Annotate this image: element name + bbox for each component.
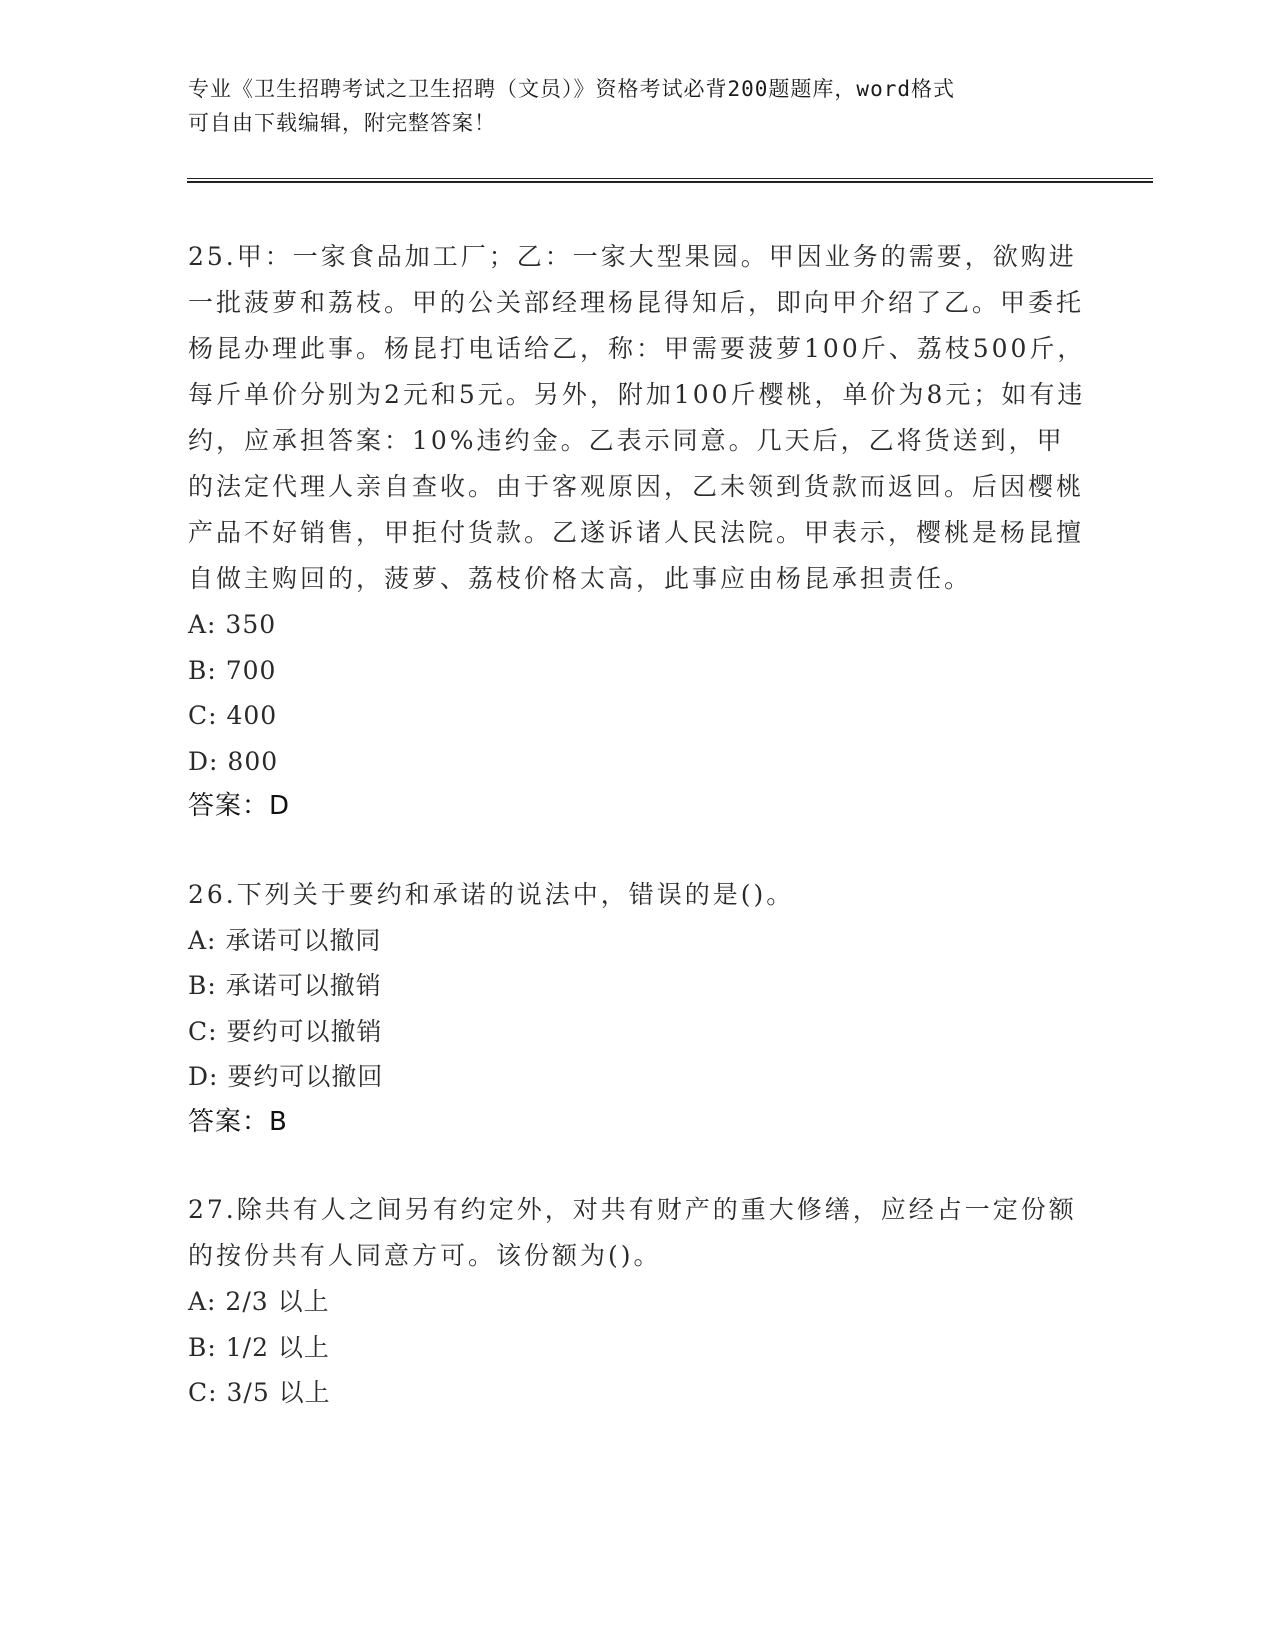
option-b: B: 承诺可以撤销 — [188, 971, 382, 1000]
question-text: 27.除共有人之间另有约定外，对共有财产的重大修缮，应经占一定份额的按份共有人同意方可。该份额为()。 — [188, 1195, 1077, 1270]
answer-label: 答案：B — [188, 1106, 288, 1137]
option-b: B: 700 — [188, 655, 277, 685]
option-d: D: 800 — [188, 746, 279, 776]
question-text: 26.下列关于要约和承诺的说法中，错误的是()。 — [188, 879, 795, 909]
question-text: 25.甲：一家食品加工厂；乙：一家大型果园。甲因业务的需要，欲购进一批菠萝和荔枝。甲的公关部经理杨昆得知后，即向甲介绍了乙。甲委托杨昆办理此事。杨昆打电话给乙，称：甲需要菠萝100斤、荔枝500斤，每斤单价分别为2元和5元。另外，附加100斤樱桃，单价为8元；如有违约，应承担答案：10%违约金。乙表示同意。几天后，乙将货送到，甲的法定代理人亲自查收。由于客观原因，乙未领到货款而返回。后因樱桃产品不好销售，甲拒付货款。乙遂诉诸人民法院。甲表示，樱桃是杨昆擅自做主购回的，菠萝、荔枝价格太高，此事应由杨昆承担责任。 — [188, 242, 1086, 593]
option-a: A: 2/3 以上 — [188, 1287, 330, 1316]
question-25 — [188, 234, 1088, 830]
option-a: A: 承诺可以撤同 — [188, 925, 382, 955]
option-c: C: 400 — [188, 701, 278, 730]
question-26 — [188, 872, 1088, 1146]
question-27 — [188, 1187, 1088, 1416]
option-d: D: 要约可以撤回 — [188, 1062, 384, 1091]
option-c: C: 3/5 以上 — [188, 1378, 331, 1407]
header-divider — [187, 178, 1153, 183]
option-c: C: 要约可以撤销 — [188, 1016, 383, 1046]
document-header — [188, 72, 1068, 140]
question-list — [188, 234, 1088, 1458]
option-a: A: 350 — [188, 610, 277, 639]
header-title-line-2: 可自由下载编辑，附完整答案！ — [188, 111, 496, 135]
option-b: B: 1/2 以上 — [188, 1332, 330, 1362]
answer-label: 答案：D — [188, 791, 291, 821]
header-title-line-1: 专业《卫生招聘考试之卫生招聘（文员）》资格考试必背200题题库，word格式 — [188, 77, 955, 101]
